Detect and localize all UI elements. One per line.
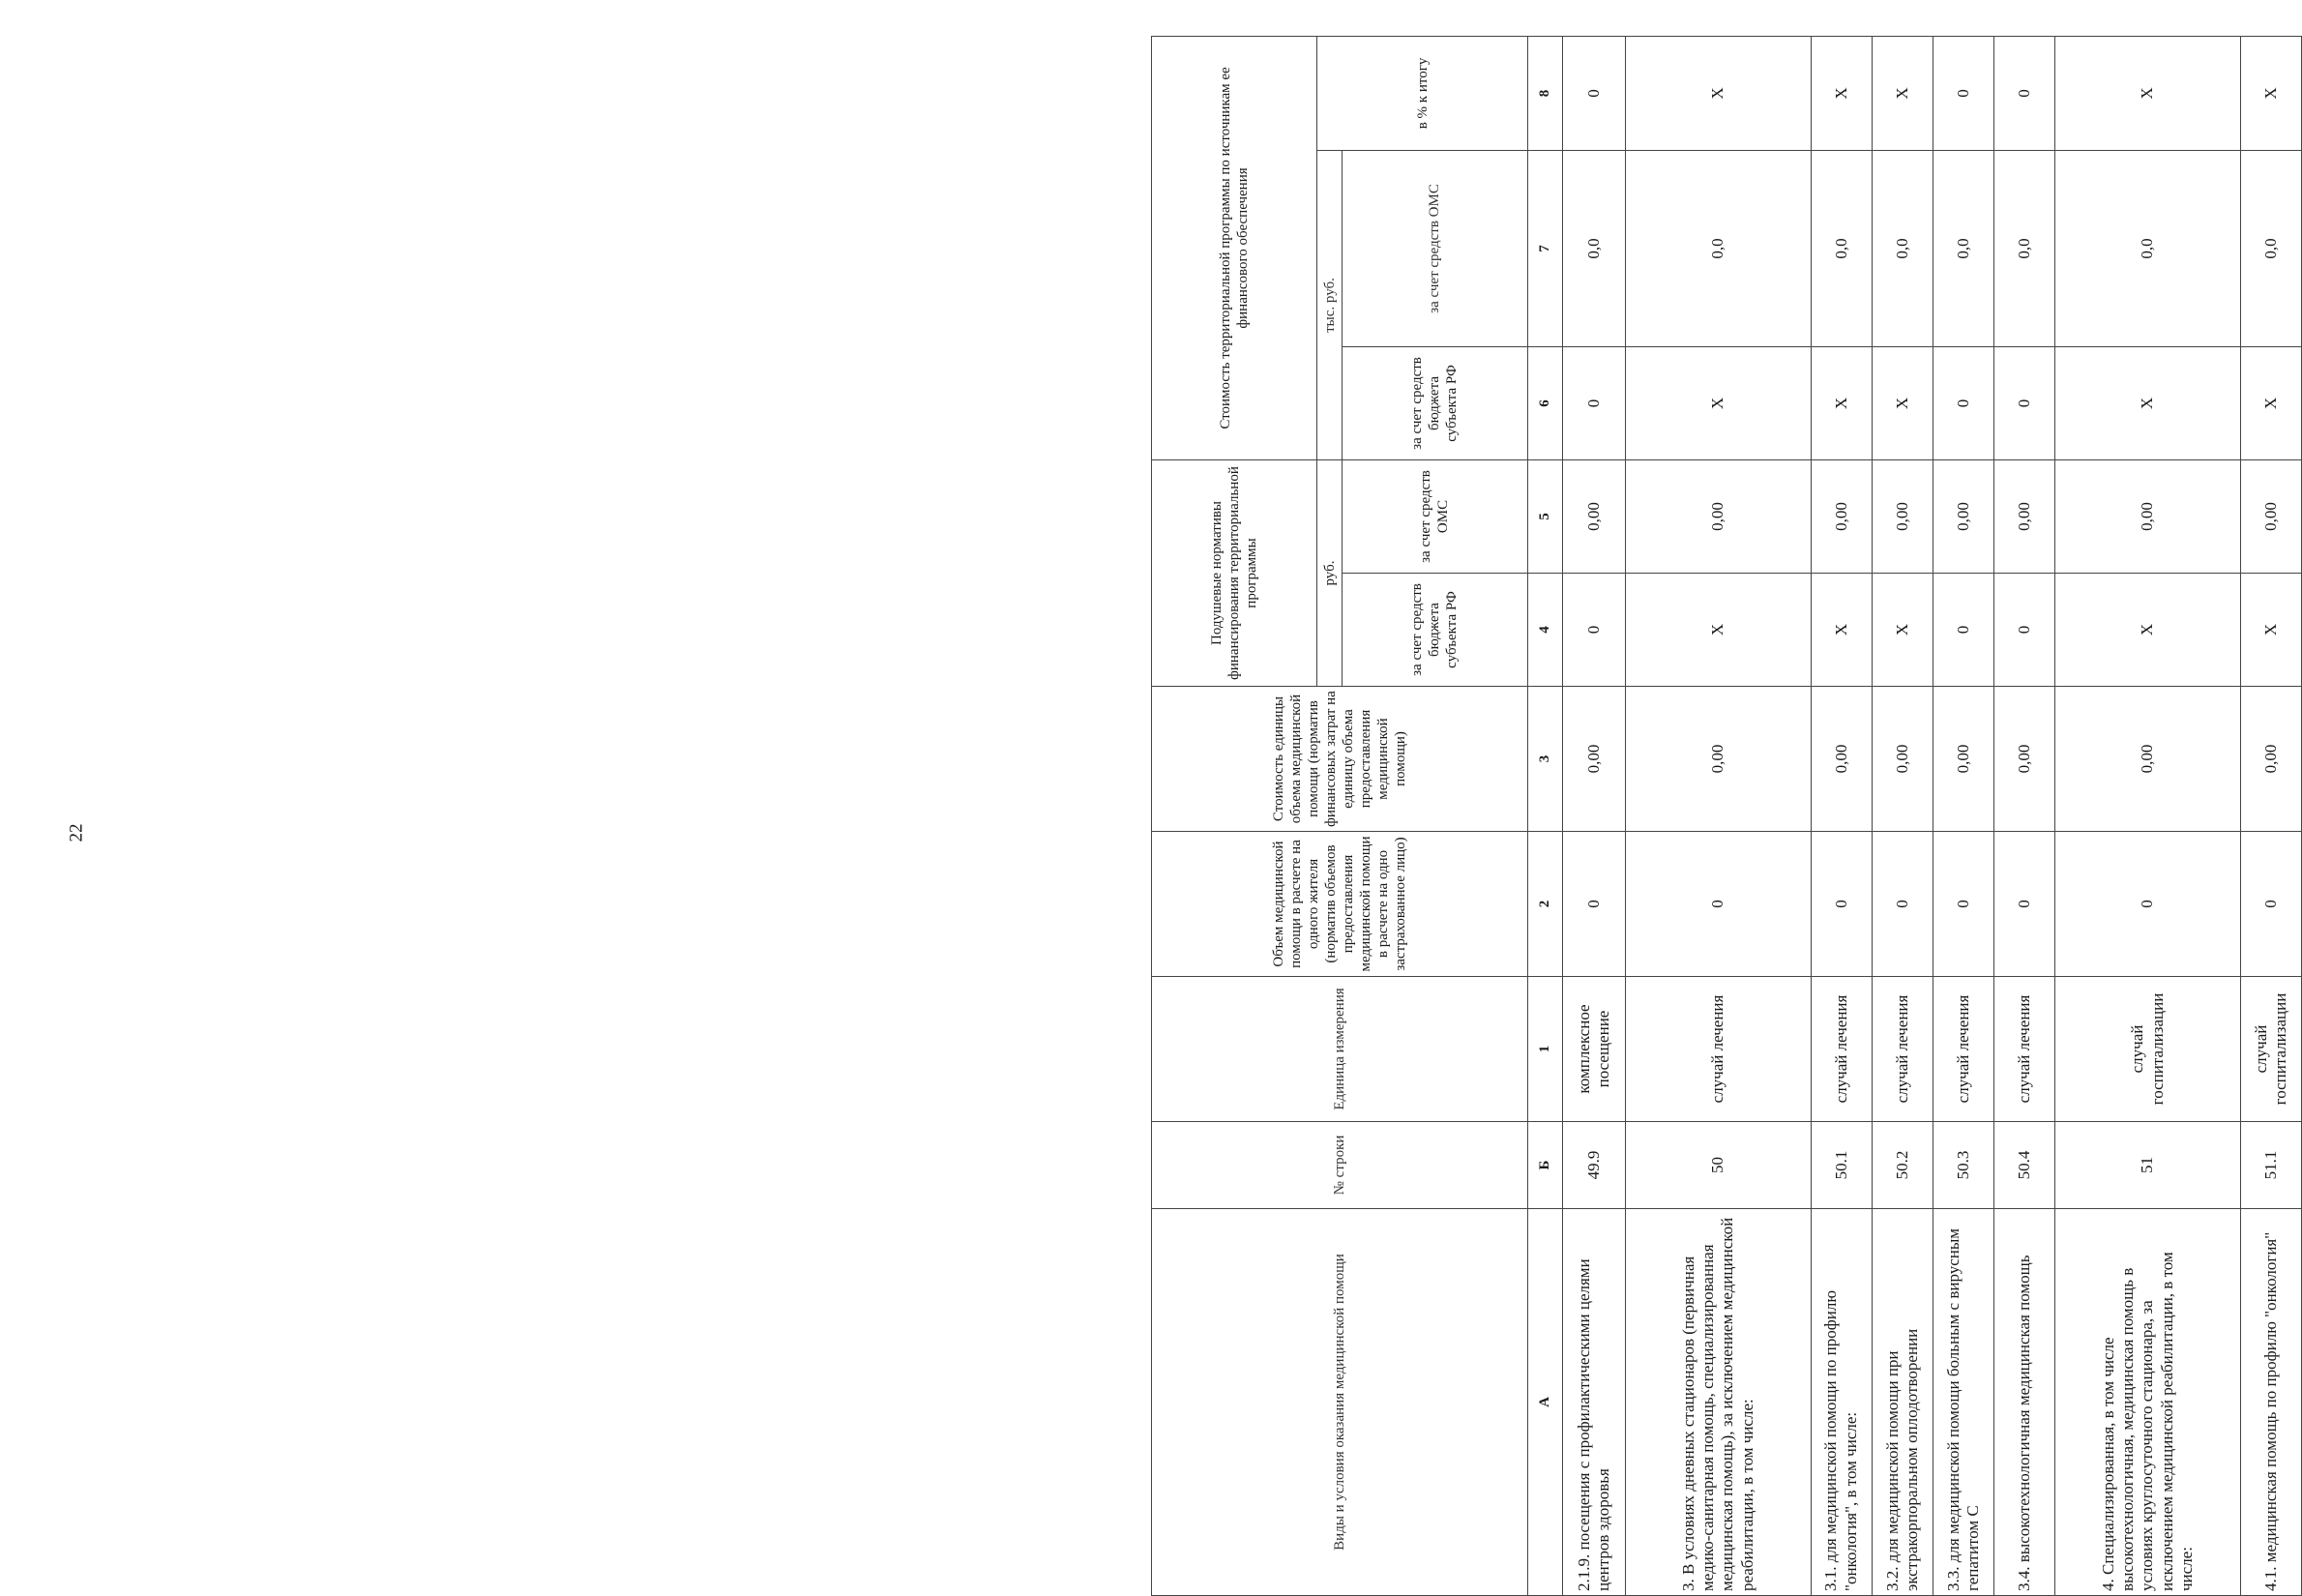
row-number: 50.4 bbox=[1994, 1122, 2055, 1209]
header-total-group: Стоимость территориальной программы по источникам ее финансового обеспечения bbox=[1152, 36, 1317, 459]
row-volume: 0 bbox=[1872, 832, 1933, 977]
colnum-8: 8 bbox=[1527, 36, 1562, 150]
colnum-4: 4 bbox=[1527, 574, 1562, 687]
row-percent: X bbox=[1811, 36, 1872, 150]
header-unit-rub: руб. bbox=[1317, 459, 1343, 686]
header-budget-rub: за счет средств бюджета субъекта РФ bbox=[1343, 574, 1528, 687]
row-total-oms: 0,0 bbox=[1994, 150, 2055, 346]
table-row bbox=[1626, 36, 1812, 1595]
header-budget-thous: за счет средств бюджета субъекта РФ bbox=[1343, 346, 1528, 459]
row-unit-cost: 0,00 bbox=[1562, 687, 1625, 832]
row-unit: случай госпитализации bbox=[2240, 977, 2301, 1122]
row-volume: 0 bbox=[1811, 832, 1872, 977]
row-percent: 0 bbox=[1562, 36, 1625, 150]
row-volume: 0 bbox=[1994, 832, 2055, 977]
colnum-3: 3 bbox=[1527, 687, 1562, 832]
colnum-5: 5 bbox=[1527, 459, 1562, 573]
colnum-6: 6 bbox=[1527, 346, 1562, 459]
row-total-oms: 0,0 bbox=[1626, 150, 1812, 346]
colnum-7: 7 bbox=[1527, 150, 1562, 346]
header-oms-rub: за счет средств ОМС bbox=[1343, 459, 1528, 573]
row-percapita-oms: 0,00 bbox=[2055, 459, 2241, 573]
table-row bbox=[1933, 36, 1994, 1595]
row-total-oms: 0,0 bbox=[1562, 150, 1625, 346]
row-percapita-oms: 0,00 bbox=[2240, 459, 2301, 573]
row-kind: 4.1. медицинская помощь по профилю "онкология" bbox=[2240, 1209, 2301, 1596]
header-oms-thous: за счет средств ОМС bbox=[1343, 150, 1528, 346]
header-kind: Виды и условия оказания медицинской помощи bbox=[1152, 1209, 1528, 1596]
row-total-oms: 0,0 bbox=[1811, 150, 1872, 346]
row-unit: комплексное посещение bbox=[1562, 977, 1625, 1122]
table-row bbox=[2240, 36, 2301, 1595]
row-percapita-budget: 0 bbox=[1562, 574, 1625, 687]
row-volume: 0 bbox=[2240, 832, 2301, 977]
row-total-budget: X bbox=[1872, 346, 1933, 459]
row-percapita-oms: 0,00 bbox=[1872, 459, 1933, 573]
row-percapita-oms: 0,00 bbox=[1994, 459, 2055, 573]
row-percent: X bbox=[1872, 36, 1933, 150]
row-total-budget: 0 bbox=[1933, 346, 1994, 459]
row-volume: 0 bbox=[1933, 832, 1994, 977]
table-row bbox=[1811, 36, 1872, 1595]
row-kind: 2.1.9. посещения с профилактическими целями центров здоровья bbox=[1562, 1209, 1625, 1596]
row-percapita-oms: 0,00 bbox=[1626, 459, 1812, 573]
row-total-budget: X bbox=[1811, 346, 1872, 459]
row-number: 50 bbox=[1626, 1122, 1812, 1209]
row-percapita-budget: X bbox=[2055, 574, 2241, 687]
row-number: 50.3 bbox=[1933, 1122, 1994, 1209]
row-percent: 0 bbox=[1994, 36, 2055, 150]
table-row bbox=[1562, 36, 1625, 1595]
row-total-budget: X bbox=[2055, 346, 2241, 459]
row-unit: случай госпитализации bbox=[2055, 977, 2241, 1122]
row-percent: 0 bbox=[1933, 36, 1994, 150]
header-cost: Стоимость единицы объема медицинской помощи (норматив финансовых затрат на единицу объема предоставления медицинской помощи) bbox=[1152, 687, 1528, 832]
row-percapita-oms: 0,00 bbox=[1933, 459, 1994, 573]
row-volume: 0 bbox=[1626, 832, 1812, 977]
row-total-budget: 0 bbox=[1562, 346, 1625, 459]
header-percapita-group: Подушевые нормативы финансирования территориальной программы bbox=[1152, 459, 1317, 686]
row-unit-cost: 0,00 bbox=[1872, 687, 1933, 832]
row-total-budget: X bbox=[1626, 346, 1812, 459]
row-unit-cost: 0,00 bbox=[2240, 687, 2301, 832]
row-kind: 4. Специализированная, в том числе высокотехнологичная, медицинская помощь в условиях круглосуточного стационара, за исключением медицинской реабилитации, в том числе: bbox=[2055, 1209, 2241, 1596]
row-percapita-budget: X bbox=[2240, 574, 2301, 687]
row-number: 50.1 bbox=[1811, 1122, 1872, 1209]
row-unit-cost: 0,00 bbox=[1626, 687, 1812, 832]
row-total-oms: 0,0 bbox=[2055, 150, 2241, 346]
row-percapita-budget: 0 bbox=[1994, 574, 2055, 687]
row-unit: случай лечения bbox=[1872, 977, 1933, 1122]
colnum-2: 2 bbox=[1527, 832, 1562, 977]
row-percapita-oms: 0,00 bbox=[1562, 459, 1625, 573]
row-kind: 3.3. для медицинской помощи больным с вирусным гепатитом С bbox=[1933, 1209, 1994, 1596]
row-unit-cost: 0,00 bbox=[2055, 687, 2241, 832]
row-total-oms: 0,0 bbox=[1872, 150, 1933, 346]
row-number: 49.9 bbox=[1562, 1122, 1625, 1209]
row-kind: 3.1. для медицинской помощи по профилю "онкология", в том числе: bbox=[1811, 1209, 1872, 1596]
header-unit-thous: тыс. руб. bbox=[1317, 150, 1343, 459]
row-unit-cost: 0,00 bbox=[1933, 687, 1994, 832]
financing-table bbox=[1151, 36, 2302, 1596]
header-row-no: № строки bbox=[1152, 1122, 1528, 1209]
row-unit: случай лечения bbox=[1626, 977, 1812, 1122]
header-percent: в % к итогу bbox=[1317, 36, 1527, 150]
row-percapita-budget: 0 bbox=[1933, 574, 1994, 687]
row-percent: X bbox=[2055, 36, 2241, 150]
row-unit: случай лечения bbox=[1811, 977, 1872, 1122]
rotated-table-container bbox=[1151, 37, 2302, 1596]
row-volume: 0 bbox=[1562, 832, 1625, 977]
row-percapita-budget: X bbox=[1626, 574, 1812, 687]
row-unit: случай лечения bbox=[1933, 977, 1994, 1122]
header-unit: Единица измерения bbox=[1152, 977, 1528, 1122]
row-total-budget: X bbox=[2240, 346, 2301, 459]
header-volume: Объем медицинской помощи в расчете на одного жителя (норматив объемов предоставления медицинской помощи в расчете на одно застрахованное лицо) bbox=[1152, 832, 1528, 977]
row-total-oms: 0,0 bbox=[1933, 150, 1994, 346]
row-percent: X bbox=[2240, 36, 2301, 150]
row-volume: 0 bbox=[2055, 832, 2241, 977]
row-percapita-budget: X bbox=[1811, 574, 1872, 687]
row-percapita-oms: 0,00 bbox=[1811, 459, 1872, 573]
colnum-b: Б bbox=[1527, 1122, 1562, 1209]
row-unit-cost: 0,00 bbox=[1994, 687, 2055, 832]
table-row bbox=[1872, 36, 1933, 1595]
row-unit: случай лечения bbox=[1994, 977, 2055, 1122]
row-percent: X bbox=[1626, 36, 1812, 150]
row-percapita-budget: X bbox=[1872, 574, 1933, 687]
row-kind: 3.2. для медицинской помощи при экстракорпоральном оплодотворении bbox=[1872, 1209, 1933, 1596]
colnum-a: А bbox=[1527, 1209, 1562, 1596]
row-unit-cost: 0,00 bbox=[1811, 687, 1872, 832]
row-number: 51.1 bbox=[2240, 1122, 2301, 1209]
row-number: 50.2 bbox=[1872, 1122, 1933, 1209]
table-row bbox=[1994, 36, 2055, 1595]
table-row bbox=[2055, 36, 2241, 1595]
row-kind: 3.4. высокотехнологичная медицинская помощь bbox=[1994, 1209, 2055, 1596]
colnum-1: 1 bbox=[1527, 977, 1562, 1122]
row-kind: 3. В условиях дневных стационаров (первичная медико-санитарная помощь, специализированная медицинская помощь), за исключением медицинской реабилитации, в том числе: bbox=[1626, 1209, 1812, 1596]
page-number: 22 bbox=[66, 823, 87, 842]
row-total-oms: 0,0 bbox=[2240, 150, 2301, 346]
row-number: 51 bbox=[2055, 1122, 2241, 1209]
row-total-budget: 0 bbox=[1994, 346, 2055, 459]
